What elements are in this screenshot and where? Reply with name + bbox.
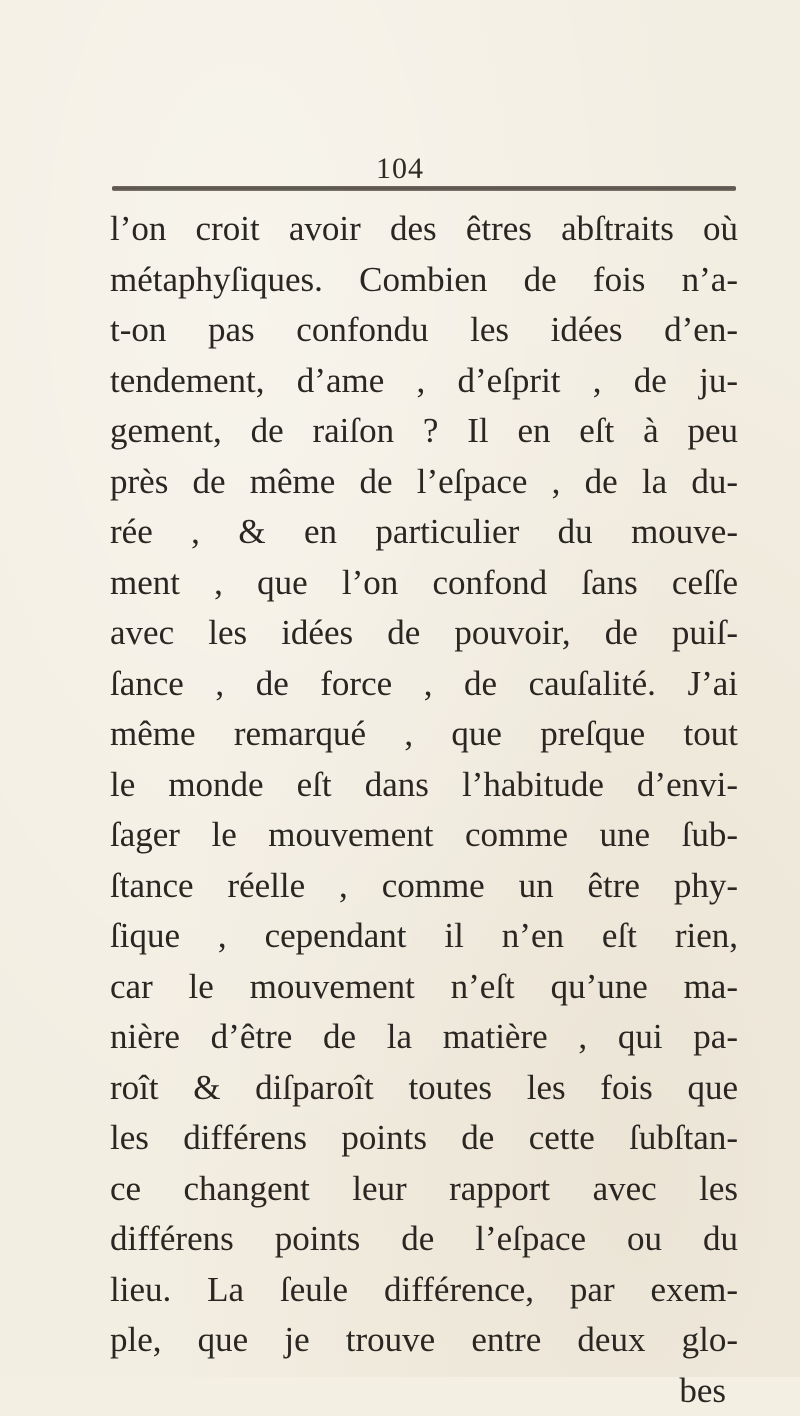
text-line: t-on pas confondu les idées d’en-: [110, 305, 738, 356]
text-line: roît & diſparoît toutes les fois que: [110, 1063, 738, 1114]
text-line: ſance , de force , de cauſalité. J’ai: [110, 659, 738, 710]
text-line: ple, que je trouve entre deux glo-: [110, 1315, 738, 1366]
text-line: tendement, d’ame , d’eſprit , de ju-: [110, 356, 738, 407]
page-number: 104: [0, 154, 800, 184]
text-line: nière d’être de la matière , qui pa-: [110, 1012, 738, 1063]
text-line: le monde eſt dans l’habitude d’envi-: [110, 760, 738, 811]
text-line: métaphyſiques. Combien de fois n’a-: [110, 255, 738, 306]
text-line: l’on croit avoir des êtres abſtraits où: [110, 204, 738, 255]
text-line: différens points de l’eſpace ou du: [110, 1214, 738, 1265]
text-line: même remarqué , que preſque tout: [110, 709, 738, 760]
text-line: gement, de raiſon ? Il en eſt à peu: [110, 406, 738, 457]
text-line: car le mouvement n’eſt qu’une ma-: [110, 962, 738, 1013]
text-line: les différens points de cette ſubſtan-: [110, 1113, 738, 1164]
text-line: rée , & en particulier du mouve-: [110, 507, 738, 558]
text-line: ſique , cependant il n’en eſt rien,: [110, 911, 738, 962]
text-line: ſager le mouvement comme une ſub-: [110, 810, 738, 861]
body-text: [110, 204, 738, 1416]
text-line: lieu. La ſeule différence, par exem-: [110, 1265, 738, 1316]
text-line: ce changent leur rapport avec les: [110, 1164, 738, 1215]
header-rule: [112, 186, 736, 191]
text-line: ment , que l’on confond ſans ceſſe: [110, 558, 738, 609]
text-line: ſtance réelle , comme un être phy-: [110, 861, 738, 912]
text-line: avec les idées de pouvoir, de puiſ-: [110, 608, 738, 659]
text-line-catchword: bes: [110, 1366, 738, 1416]
text-line: près de même de l’eſpace , de la du-: [110, 457, 738, 508]
